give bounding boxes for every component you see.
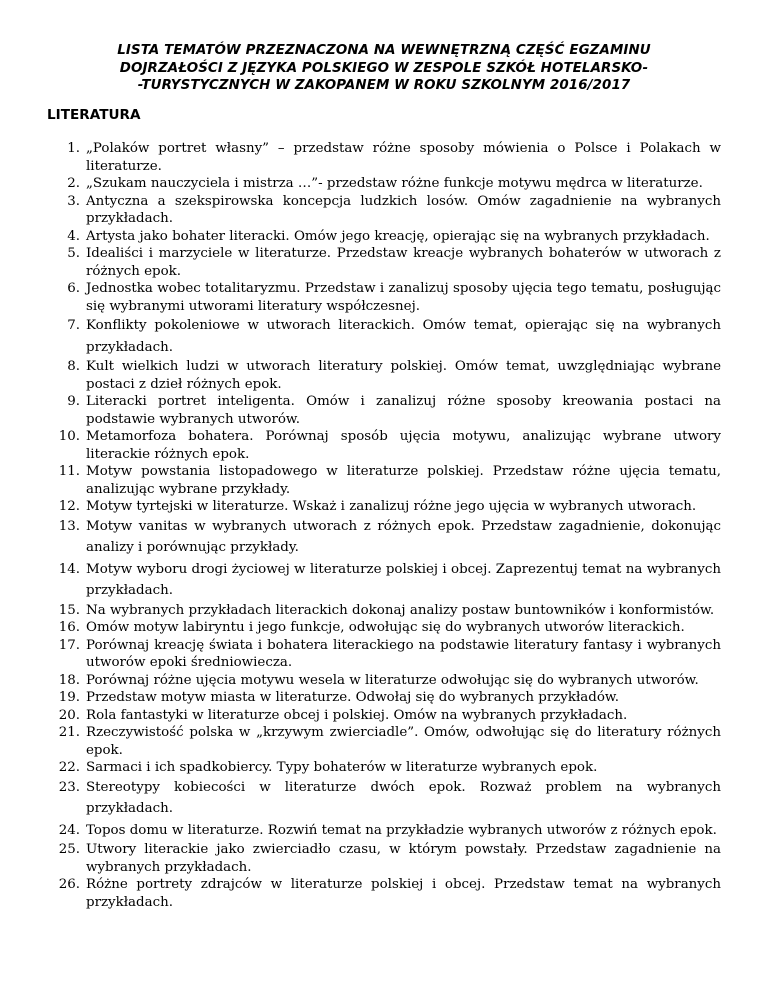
list-item-text: Porównaj kreację świata i bohatera literackiego na podstawie literatury fantasy i wybranych utworów epoki średniowiecza. (86, 637, 721, 670)
list-item (47, 175, 721, 193)
list-item-text: Sarmaci i ich spadkobiercy. Typy bohaterów w literaturze wybranych epok. (86, 760, 598, 775)
list-item-text: Motyw wyboru drogi życiowej w literaturze polskiej i obcej. Zaprezentuj temat na wybranych przykładach. (86, 561, 721, 598)
list-item-text: Jednostka wobec totalitaryzmu. Przedstaw i zanalizuj sposoby ujęcia tego tematu, posługując się wybranymi utworami literatury współczesnej. (86, 281, 721, 314)
list-item-text: Antyczna a szekspirowska koncepcja ludzkich losów. Omów zagadnienie na wybranych przykładach. (86, 193, 721, 226)
list-item-number: 13. (58, 518, 80, 534)
list-item-number: 20. (58, 707, 80, 723)
list-item-text: Porównaj różne ujęcia motywu wesela w literaturze odwołując się do wybranych utworów. (86, 672, 699, 688)
list-item-number: 16. (58, 620, 80, 635)
list-item (47, 820, 721, 842)
list-item (47, 602, 721, 620)
list-item-number: 10. (58, 429, 80, 444)
list-item-number: 23. (58, 779, 80, 795)
document-title (60, 42, 708, 95)
section-heading: LITERATURA (47, 107, 141, 123)
list-item-number: 2. (67, 176, 80, 191)
list-item-number: 5. (67, 246, 80, 261)
list-item-number: 26. (58, 877, 80, 892)
list-item-number: 14. (58, 561, 80, 577)
list-item (47, 759, 721, 777)
list-item (47, 228, 721, 246)
list-item (47, 619, 721, 637)
list-item-number: 3. (67, 193, 80, 209)
list-item-number: 4. (67, 228, 80, 244)
list-item (47, 280, 721, 315)
list-item (47, 315, 721, 358)
list-item (47, 689, 721, 707)
list-item-text: Motyw tyrtejski w literaturze. Wskaż i zanalizuj różne jego ujęcia w wybranych utworach. (86, 499, 697, 514)
list-item-text: Topos domu w literaturze. Rozwiń temat na przykładzie wybranych utworów z różnych epok. (86, 822, 717, 838)
list-item (47, 777, 721, 820)
list-item (47, 193, 721, 228)
topic-list (47, 140, 721, 911)
list-item-number: 25. (58, 842, 80, 857)
list-item-text: Omów motyw labiryntu i jego funkcje, odwołując się do wybranych utworów literackich. (86, 620, 685, 635)
list-item (47, 393, 721, 428)
list-item-number: 24. (58, 822, 80, 838)
list-item-text: Różne portrety zdrajców w literaturze polskiej i obcej. Przedstaw temat na wybranych przykładach. (86, 877, 721, 910)
list-item-text: Konflikty pokoleniowe w utworach literackich. Omów temat, opierając się na wybranych przykładach. (86, 318, 721, 355)
list-item-number: 8. (67, 359, 80, 374)
list-item (47, 516, 721, 559)
list-item-number: 7. (67, 318, 80, 333)
list-item (47, 841, 721, 876)
title-line-2: DOJRZAŁOŚCI Z JĘZYKA POLSKIEGO W ZESPOLE SZKÓŁ HOTELARSKO- (119, 60, 649, 76)
list-item-number: 21. (58, 725, 80, 740)
list-item-text: Na wybranych przykładach literackich dokonaj analizy postaw buntowników i konformistów. (86, 602, 715, 618)
list-item (47, 876, 721, 911)
list-item (47, 637, 721, 672)
list-item-text: „Polaków portret własny” – przedstaw różne sposoby mówienia o Polsce i Polakach w literaturze. (86, 141, 721, 174)
list-item (47, 707, 721, 725)
list-item-text: Rzeczywistość polska w „krzywym zwierciadle”. Omów, odwołując się do literatury różnych epok. (86, 725, 721, 758)
list-item-number: 18. (58, 672, 80, 688)
list-item-number: 15. (58, 602, 80, 618)
list-item (47, 724, 721, 759)
list-item-text: Kult wielkich ludzi w utworach literatury polskiej. Omów temat, uwzględniając wybrane postaci z dzieł różnych epok. (86, 359, 721, 392)
list-item-text: Idealiści i marzyciele w literaturze. Przedstaw kreacje wybranych bohaterów w utworach z różnych epok. (86, 246, 721, 279)
list-item-number: 11. (58, 464, 80, 479)
list-item (47, 358, 721, 393)
list-item (47, 498, 721, 516)
list-item-text: Motyw vanitas w wybranych utworach z różnych epok. Przedstaw zagadnienie, dokonując analizy i porównując przykłady. (86, 518, 721, 555)
list-item-text: Metamorfoza bohatera. Porównaj sposób ujęcia motywu, analizując wybrane utwory literackie różnych epok. (86, 429, 721, 462)
list-item (47, 245, 721, 280)
title-line-1: LISTA TEMATÓW PRZEZNACZONA NA WEWNĘTRZNĄ CZĘŚĆ EGZAMINU (117, 43, 651, 58)
title-line-3: -TURYSTYCZNYCH W ZAKOPANEM W ROKU SZKOLNYM 2016/2017 (137, 78, 631, 93)
list-item (47, 428, 721, 463)
list-item-number: 19. (58, 690, 80, 705)
list-item-number: 6. (67, 281, 80, 296)
list-item (47, 140, 721, 175)
list-item-text: Literacki portret inteligenta. Omów i zanalizuj różne sposoby kreowania postaci na podstawie wybranych utworów. (86, 394, 721, 427)
list-item-text: Stereotypy kobiecości w literaturze dwóch epok. Rozważ problem na wybranych przykładach. (86, 779, 721, 816)
list-item-text: Rola fantastyki w literaturze obcej i polskiej. Omów na wybranych przykładach. (86, 707, 628, 723)
list-item-number: 1. (67, 141, 80, 156)
list-item-text: „Szukam nauczyciela i mistrza …”- przedstaw różne funkcje motywu mędrca w literaturze. (86, 176, 703, 191)
list-item-text: Motyw powstania listopadowego w literaturze polskiej. Przedstaw różne ujęcia tematu, analizując wybrane przykłady. (86, 464, 721, 497)
list-item (47, 672, 721, 690)
list-item-text: Utwory literackie jako zwierciadło czasu, w którym powstały. Przedstaw zagadnienie na wybranych przykładach. (86, 842, 721, 875)
list-item-number: 17. (58, 637, 80, 653)
list-item (47, 559, 721, 602)
list-item-text: Przedstaw motyw miasta w literaturze. Odwołaj się do wybranych przykładów. (86, 690, 620, 705)
list-item (47, 463, 721, 498)
list-item-text: Artysta jako bohater literacki. Omów jego kreację, opierając się na wybranych przykładach. (86, 228, 710, 244)
list-item-number: 12. (58, 499, 80, 514)
list-item-number: 22. (58, 760, 80, 775)
list-item-number: 9. (67, 394, 80, 409)
